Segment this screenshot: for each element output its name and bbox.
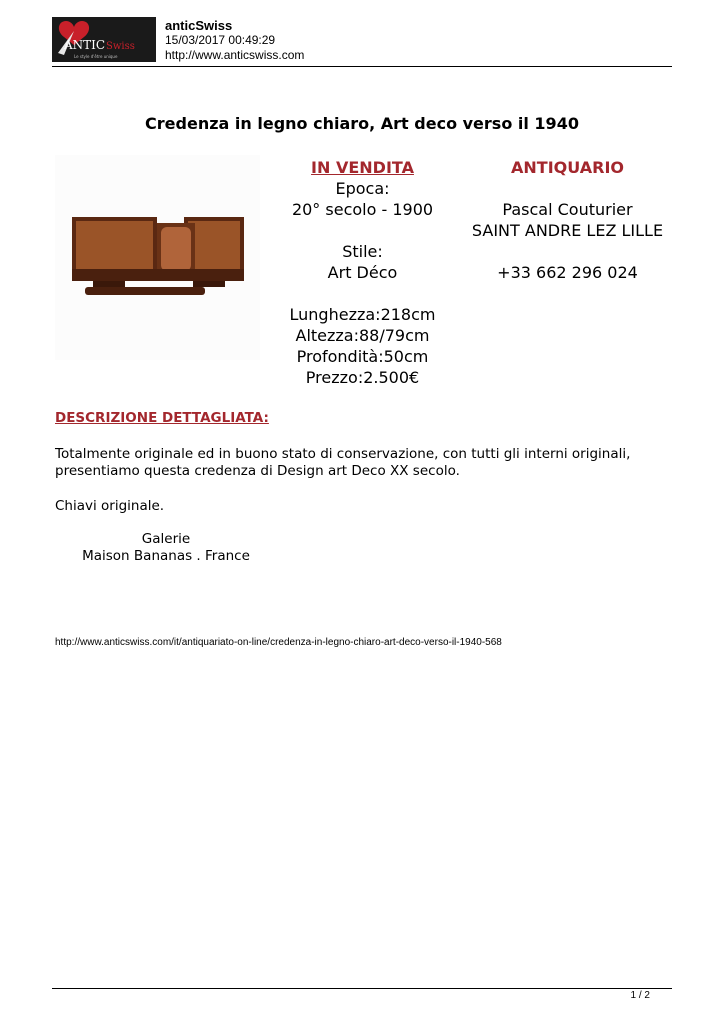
dealer-phone[interactable]: +33 662 296 024: [497, 263, 638, 282]
footer-divider: [52, 988, 672, 989]
profondita: Profondità:50cm: [296, 347, 429, 366]
page-url[interactable]: http://www.anticswiss.com/it/antiquariato-on-line/credenza-in-legno-chiaro-art-deco-verso-il-1940-568: [55, 637, 502, 648]
sideboard-base: [85, 287, 205, 295]
epoca-value: 20° secolo - 1900: [291, 200, 434, 219]
dealer-city: SAINT ANDRE LEZ LILLE: [471, 221, 664, 240]
page-title: Credenza in legno chiaro, Art deco verso il 1940: [145, 114, 579, 133]
gallery-line-1: Galerie: [141, 531, 191, 547]
gallery-credit: [55, 531, 277, 565]
gallery-line-2: Maison Bananas . France: [82, 548, 250, 564]
prezzo: Prezzo:2.500€: [305, 368, 420, 387]
sale-status: IN VENDITA: [311, 158, 414, 177]
dealer-info: [460, 157, 675, 283]
stile-value: Art Déco: [327, 263, 398, 282]
altezza: Altezza:88/79cm: [295, 326, 430, 345]
anticswiss-logo: [52, 17, 156, 62]
logo-tagline: Le style d'être unique: [74, 54, 118, 59]
page-number: 1 / 2: [630, 990, 650, 1001]
item-details: [270, 157, 455, 388]
epoca-label: Epoca:: [335, 179, 390, 198]
product-photo: [55, 155, 260, 360]
header-info: [165, 18, 304, 63]
dealer-name: Pascal Couturier: [502, 200, 633, 219]
dealer-heading: ANTIQUARIO: [511, 158, 624, 177]
print-timestamp: 15/03/2017 00:49:29: [165, 33, 276, 47]
header-divider: [52, 66, 672, 67]
site-name: anticSwiss: [165, 18, 233, 33]
site-url[interactable]: http://www.anticswiss.com: [165, 48, 305, 62]
logo-swiss-text: Swiss: [106, 41, 135, 52]
description-paragraph: Totalmente originale ed in buono stato di conservazione, con tutti gli interni originali, presentiamo questa credenza di Design art Deco XX secolo.: [55, 446, 631, 479]
logo-antic-text: ANTIC: [64, 38, 106, 52]
lunghezza: Lunghezza:218cm: [289, 305, 436, 324]
description-heading: DESCRIZIONE DETTAGLIATA:: [55, 410, 269, 426]
stile-label: Stile:: [342, 242, 383, 261]
description-keys: Chiavi originale.: [55, 498, 165, 514]
